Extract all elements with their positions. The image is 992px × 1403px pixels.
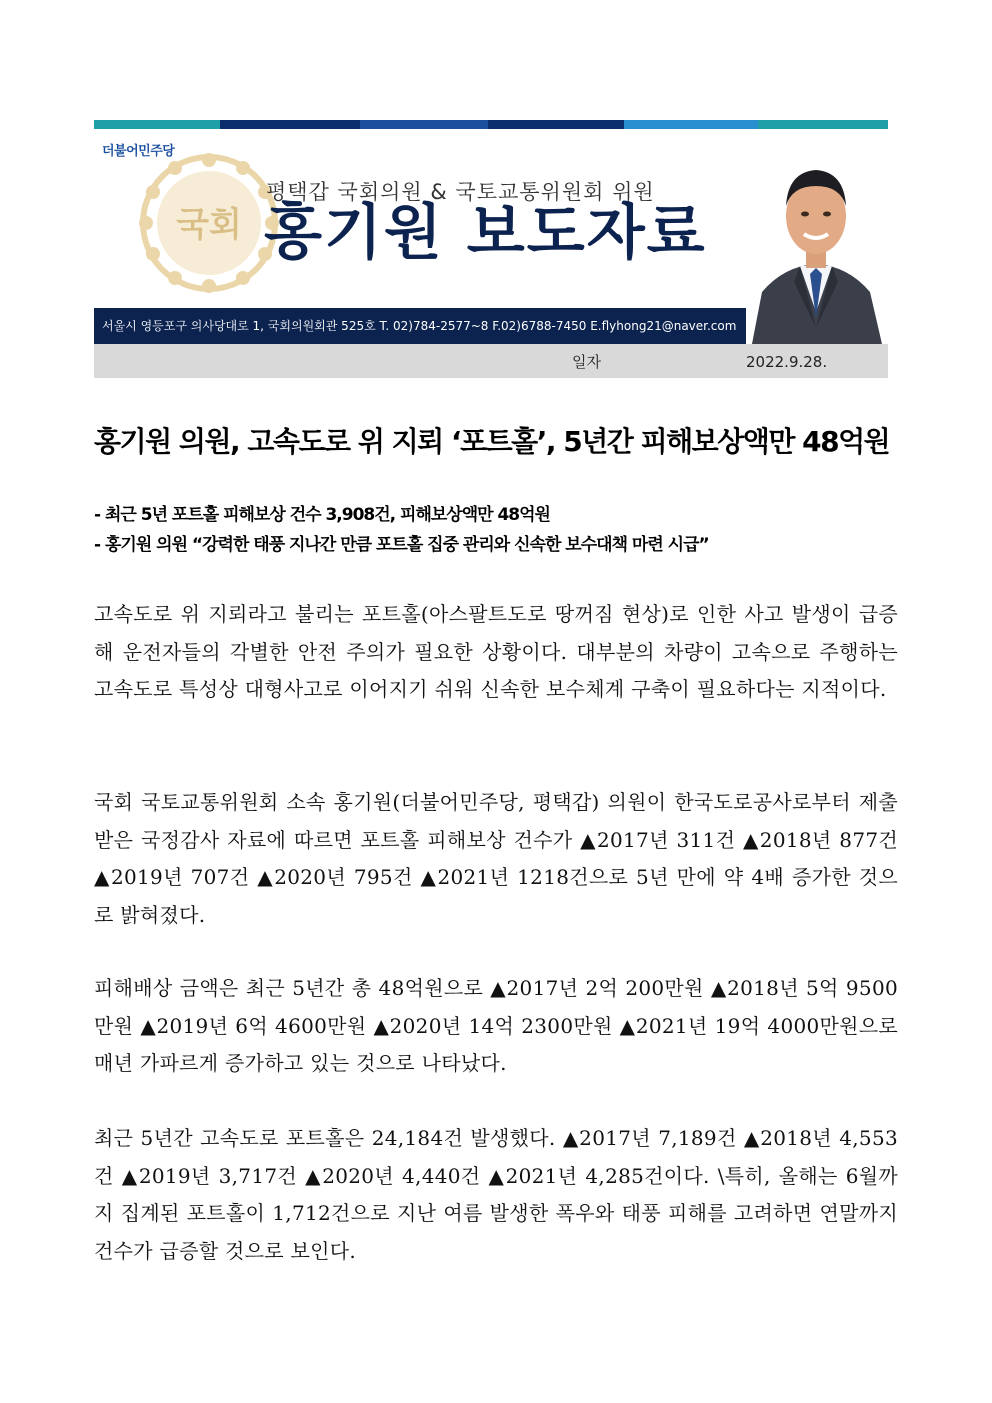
subheading: - 홍기원 의원 “강력한 태풍 지나간 만큼 포트홀 집중 관리와 신속한 보수대책 마련 시급”: [94, 535, 709, 555]
date-label: 일자: [572, 353, 601, 371]
press-headline: 홍기원 의원, 고속도로 위 지뢰 ‘포트홀’, 5년간 피해보상액만 48억원: [94, 425, 890, 458]
party-name: 더불어민주당: [102, 144, 175, 159]
paragraph-3: [94, 970, 898, 1083]
paragraph-1: [94, 596, 898, 709]
header-title: 홍기원 보도자료: [264, 198, 707, 268]
paragraph-2: [94, 784, 898, 935]
subheadings: [94, 500, 894, 560]
header-color-bar: [94, 120, 888, 129]
national-assembly-seal-icon: [138, 152, 280, 294]
subheading: - 최근 5년 포트홀 피해보상 건수 3,908건, 피해보상액만 48억원: [94, 505, 550, 525]
header-subtitle: 평택갑 국회의원 & 국토교통위원회 위원: [266, 180, 655, 204]
body-paragraph: 최근 5년간 고속도로 포트홀은 24,184건 발생했다. ▲2017년 7,189건 ▲2018년 4,553건 ▲2019년 3,717건 ▲2020년 4,440건 ▲2021년 4,285건이다. \특히, 올해는 6월까지 집계된 포트홀이 1,712건으로 지난 여름 발생한 폭우와 태풍 피해를 고려하면 연말까지 건수가 급증할 것으로 보인다.: [94, 1126, 898, 1264]
body-paragraph: 국회 국토교통위원회 소속 홍기원(더불어민주당, 평택갑) 의원이 한국도로공사로부터 제출받은 국정감사 자료에 따르면 포트홀 피해보상 건수가 ▲2017년 311건 ▲2018년 877건 ▲2019년 707건 ▲2020년 795건 ▲2021년 1218건으로 5년 만에 약 4배 증가한 것으로 밝혀졌다.: [94, 790, 898, 928]
body-paragraph: 피해배상 금액은 최근 5년간 총 48억원으로 ▲2017년 2억 200만원 ▲2018년 5억 9500만원 ▲2019년 6억 4600만원 ▲2020년 14억 2300만원 ▲2021년 19억 4000만원으로 매년 가파르게 증가하고 있는 것으로 나타났다.: [94, 976, 898, 1076]
press-header: [94, 120, 888, 378]
seal-text: 국회: [176, 205, 242, 245]
body-paragraph: 고속도로 위 지뢰라고 불리는 포트홀(아스팔트도로 땅꺼짐 현상)로 인한 사고 발생이 급증해 운전자들의 각별한 안전 주의가 필요한 상황이다. 대부분의 차량이 고속으로 주행하는 고속도로 특성상 대형사고로 이어지기 쉬워 신속한 보수체계 구축이 필요하다는 지적이다.: [94, 602, 898, 702]
contact-address-bar: 서울시 영등포구 의사당대로 1, 국회의원회관 525호 T. 02)784-2577~8 F.02)6788-7450 E.flyhong21@naver.com: [94, 308, 746, 344]
date-bar: [94, 344, 888, 378]
lawmaker-portrait: [744, 142, 888, 344]
paragraph-4: [94, 1120, 898, 1271]
date-value: 2022.9.28.: [746, 353, 828, 371]
